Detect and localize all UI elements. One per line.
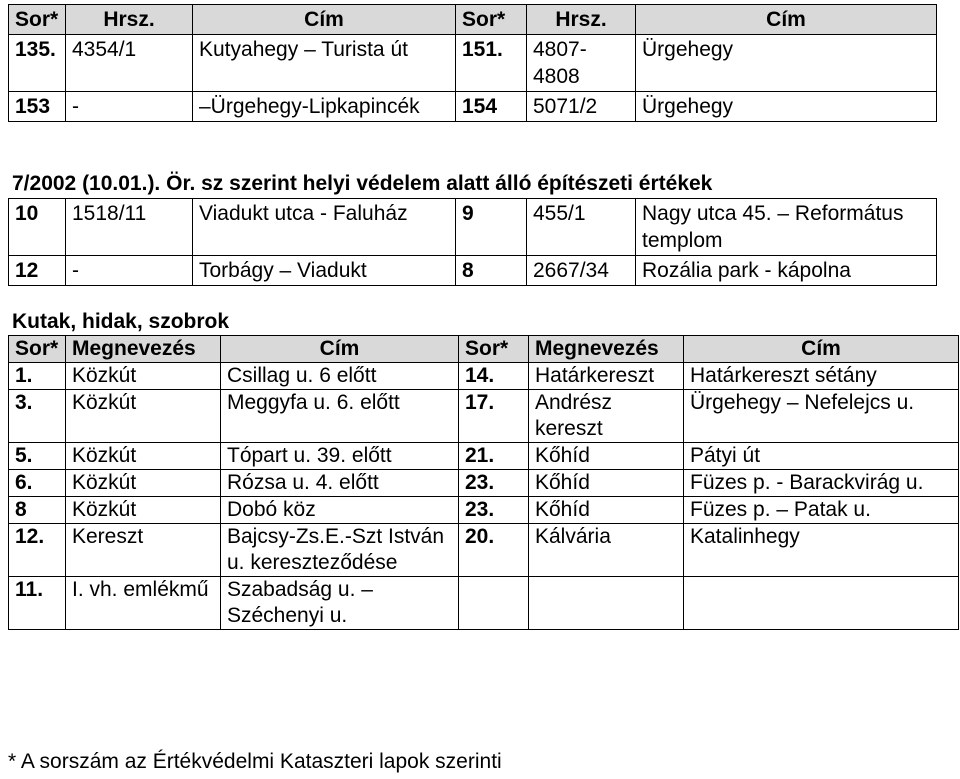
cell: Kőhíd [529, 470, 684, 497]
cell: 4807-4808 [527, 35, 636, 92]
col-header: Sor* [9, 5, 66, 35]
cell: Közkút [66, 470, 221, 497]
cell: 151. [456, 35, 527, 92]
cell: Határkereszt [529, 363, 684, 390]
table-row [9, 497, 959, 524]
table-row [9, 470, 959, 497]
cell: Kereszt [66, 524, 221, 577]
section-title-protected-values: 7/2002 (10.01.). Ör. sz szerint helyi védelem alatt álló építészeti értékek [12, 172, 713, 195]
cell: Szabadság u. – Széchenyi u. [221, 577, 459, 630]
table-wells-bridges-statues [8, 335, 959, 630]
cell [459, 577, 529, 630]
cell: Katalinhegy [684, 524, 959, 577]
cell: Rózsa u. 4. előtt [221, 470, 459, 497]
col-header: Cím [221, 336, 459, 363]
cell: Torbágy – Viadukt [193, 256, 456, 286]
table-row [9, 390, 959, 443]
cell: Csillag u. 6 előtt [221, 363, 459, 390]
cell: Füzes p. - Barackvirág u. [684, 470, 959, 497]
section-title-wells-bridges-statues: Kutak, hidak, szobrok [12, 310, 230, 333]
cell: Kőhíd [529, 443, 684, 470]
table-hrsz-1 [8, 4, 937, 122]
cell [684, 577, 959, 630]
cell: 9 [456, 199, 527, 256]
col-header: Megnevezés [66, 336, 221, 363]
table-row [9, 199, 937, 256]
cell: Viadukt utca - Faluház [193, 199, 456, 256]
cell: 135. [9, 35, 66, 92]
col-header: Cím [636, 5, 937, 35]
cell: Rozália park - kápolna [636, 256, 937, 286]
cell: 17. [459, 390, 529, 443]
cell: 8 [9, 497, 66, 524]
cell: Dobó köz [221, 497, 459, 524]
cell: Ürgehegy – Nefelejcs u. [684, 390, 959, 443]
cell: Kutyahegy – Turista út [193, 35, 456, 92]
cell: 2667/34 [527, 256, 636, 286]
cell: Kálvária [529, 524, 684, 577]
table-row [9, 577, 959, 630]
cell: 12 [9, 256, 66, 286]
cell: - [66, 256, 193, 286]
cell: Közkút [66, 390, 221, 443]
table-protected-buildings [8, 198, 937, 286]
table-row [9, 363, 959, 390]
table-row [9, 524, 959, 577]
cell [529, 577, 684, 630]
col-header: Sor* [456, 5, 527, 35]
cell: Közkút [66, 363, 221, 390]
cell: Közkút [66, 497, 221, 524]
table-row [9, 35, 937, 92]
table-row [9, 443, 959, 470]
cell: 4354/1 [66, 35, 193, 92]
cell: 11. [9, 577, 66, 630]
cell: - [66, 92, 193, 122]
cell: 1518/11 [66, 199, 193, 256]
col-header: Hrsz. [66, 5, 193, 35]
table-header-row [9, 336, 959, 363]
cell: Kőhíd [529, 497, 684, 524]
cell: –Ürgehegy-Lipkapincék [193, 92, 456, 122]
cell: 3. [9, 390, 66, 443]
cell: Határkereszt sétány [684, 363, 959, 390]
cell: 455/1 [527, 199, 636, 256]
table-row [9, 256, 937, 286]
cell: 5071/2 [527, 92, 636, 122]
cell: I. vh. emlékmű [66, 577, 221, 630]
cell: Andrész kereszt [529, 390, 684, 443]
cell: Bajcsy-Zs.E.-Szt István u. kereszteződése [221, 524, 459, 577]
table-header-row [9, 5, 937, 35]
col-header: Cím [193, 5, 456, 35]
cell: 154 [456, 92, 527, 122]
cell: 153 [9, 92, 66, 122]
cell: Nagy utca 45. – Református templom [636, 199, 937, 256]
cell: 21. [459, 443, 529, 470]
cell: 14. [459, 363, 529, 390]
cell: Ürgehegy [636, 92, 937, 122]
cell: 23. [459, 497, 529, 524]
cell: Pátyi út [684, 443, 959, 470]
col-header: Hrsz. [527, 5, 636, 35]
cell: 8 [456, 256, 527, 286]
cell: Közkút [66, 443, 221, 470]
cell: 6. [9, 470, 66, 497]
cell: 1. [9, 363, 66, 390]
col-header: Cím [684, 336, 959, 363]
cell: 5. [9, 443, 66, 470]
col-header: Sor* [459, 336, 529, 363]
col-header: Sor* [9, 336, 66, 363]
cell: Ürgehegy [636, 35, 937, 92]
cell: 20. [459, 524, 529, 577]
table-row [9, 92, 937, 122]
col-header: Megnevezés [529, 336, 684, 363]
cell: 12. [9, 524, 66, 577]
cell: 23. [459, 470, 529, 497]
cell: Tópart u. 39. előtt [221, 443, 459, 470]
cell: Meggyfa u. 6. előtt [221, 390, 459, 443]
cell: 10 [9, 199, 66, 256]
cell: Füzes p. – Patak u. [684, 497, 959, 524]
footnote: * A sorszám az Értékvédelmi Kataszteri lapok szerinti [8, 750, 502, 773]
